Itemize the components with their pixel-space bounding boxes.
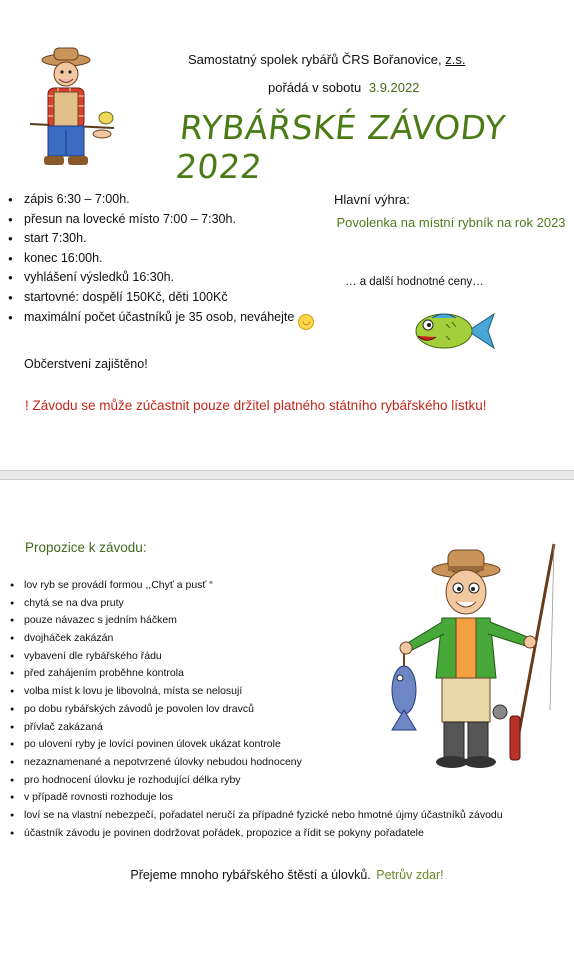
schedule-item-text: startovné: dospělí 150Kč, děti 100Kč (24, 289, 228, 304)
fisherman-cartoon-illustration (22, 46, 122, 176)
organizer-name: Samostatný spolek rybářů ČRS Bořanovice, (188, 52, 446, 67)
closing-greeting: Petrův zdar! (376, 868, 444, 882)
schedule-item (8, 308, 314, 328)
schedule-item (8, 229, 314, 249)
refreshments-note: Občerstvení zajištěno! (24, 357, 148, 371)
rules-item-text: vybavení dle rybářského řádu (24, 649, 162, 662)
rules-item (10, 789, 503, 807)
event-date: 3.9.2022 (368, 80, 420, 95)
license-warning: ! Závodu se může zúčastnit pouze držitel platného státního rybářského lístku! (25, 398, 487, 413)
schedule-item (8, 210, 314, 230)
rules-item-text: dvojháček zakázán (24, 632, 114, 645)
fish-cartoon-icon (410, 306, 496, 356)
rules-item-text: chytá se na dva pruty (24, 596, 124, 609)
smiley-emoji-icon: ◡ (298, 314, 314, 330)
rules-item-text: po dobu rybářských závodů je povolen lov dravců (24, 702, 254, 715)
schedule-item-text: zápis 6:30 – 7:00h. (24, 192, 130, 206)
rules-heading: Propozice k závodu: (25, 540, 147, 555)
rules-item-text: loví se na vlastní nebezpečí, pořadatel neručí za případné fyzické nebo hmotné újmy účastníků závodu (24, 808, 503, 821)
schedule-list (8, 190, 314, 327)
schedule-item (8, 249, 314, 269)
rules-item-text: v případě rovnosti rozhoduje los (24, 791, 173, 804)
schedule-item (8, 190, 314, 210)
rules-item-text: nezaznamenané a nepotvrzené úlovky nebudou hodnoceny (24, 755, 302, 768)
rules-item-text: před zahájením proběhne kontrola (24, 667, 184, 680)
rules-item-text: pro hodnocení úlovku je rozhodující délka ryby (24, 773, 241, 786)
poster-page-2 (0, 480, 574, 960)
rules-item-text: po ulovení ryby je lovící povinen úlovek ukázat kontrole (24, 738, 281, 751)
rules-item-text: přívlač zakázaná (24, 720, 103, 733)
poster-page-1 (0, 0, 574, 470)
organizer-line (188, 52, 465, 67)
closing-line (0, 868, 574, 882)
organizer-legal-suffix: z.s. (445, 52, 466, 67)
rules-item-text: volba míst k lovu je libovolná, místa se nelosují (24, 685, 243, 698)
hosts-label: pořádá v sobotu (268, 80, 362, 95)
schedule-item (8, 288, 314, 308)
schedule-item-text: přesun na lovecké místo 7:00 – 7:30h. (24, 211, 236, 226)
main-prize-text: Povolenka na místní rybník na rok 2023 (336, 215, 566, 230)
rules-item-text: pouze návazec s jedním háčkem (24, 614, 177, 627)
schedule-item-text: konec 16:00h. (24, 250, 103, 265)
main-prize-heading: Hlavní výhra: (334, 192, 410, 207)
rules-item (10, 825, 503, 843)
poster-title: RYBÁŘSKÉ ZÁVODY 2022 (173, 108, 508, 186)
schedule-item-text: vyhlášení výsledků 16:30h. (24, 270, 175, 285)
schedule-item-text: start 7:30h. (24, 231, 87, 246)
page-separator (0, 470, 574, 480)
closing-wish: Přejeme mnoho rybářského štěstí a úlovků. (130, 868, 371, 882)
schedule-item-text: maximální počet účastníků je 35 osob, neváhejte (24, 309, 295, 324)
more-prizes-text: … a další hodnotné ceny… (345, 276, 484, 288)
rules-item (10, 807, 503, 825)
event-date-line (268, 80, 419, 95)
rules-item-text: lov ryb se provádí formou ,,Chyť a pusť “ (24, 579, 213, 591)
schedule-item (8, 268, 314, 288)
boy-fisherman-cartoon-illustration (384, 540, 564, 780)
rules-item-text: účastník závodu je povinen dodržovat pořádek, propozice a řídit se pokyny pořadatele (24, 826, 424, 839)
